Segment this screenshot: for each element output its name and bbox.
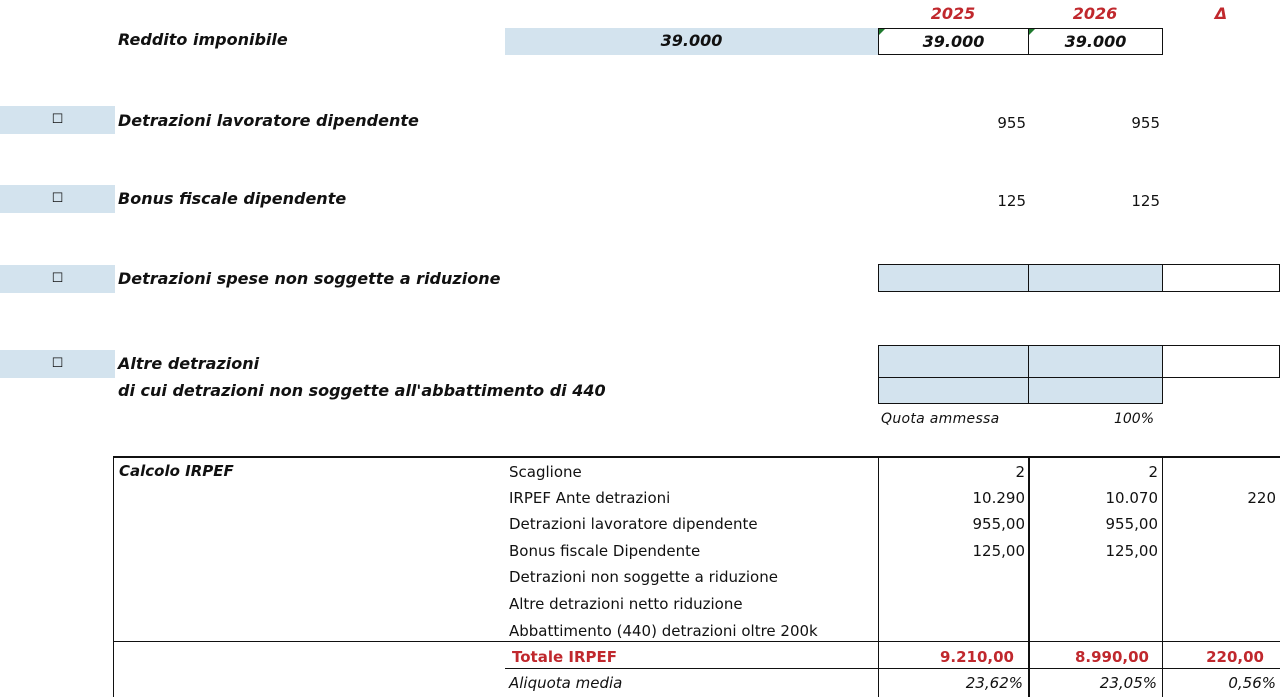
lav-dip-2026: 955 [1131, 114, 1160, 132]
reddito-label: Reddito imponibile [118, 30, 288, 49]
comment-marker-icon [1029, 29, 1035, 35]
line-2026: 10.070 [1105, 489, 1158, 507]
altre-sub-2025-input[interactable] [878, 377, 1029, 404]
spese-delta-cell [1162, 264, 1280, 292]
reddito-2025-value: 39.000 [922, 32, 985, 51]
spese-2026-input[interactable] [1028, 264, 1163, 292]
line-label: Altre detrazioni netto riduzione [509, 595, 743, 613]
spese-2025-input[interactable] [878, 264, 1029, 292]
line-delta: 220 [1247, 489, 1276, 507]
line-label: Detrazioni non soggette a riduzione [509, 568, 778, 586]
altre-2026-input[interactable] [1028, 345, 1163, 378]
line-2025: 955,00 [972, 515, 1025, 533]
line-2026: 955,00 [1105, 515, 1158, 533]
lav-dip-2025: 955 [997, 114, 1026, 132]
line-label: Scaglione [509, 463, 582, 481]
comment-marker-icon [879, 29, 885, 35]
quota-label: Quota ammessa [881, 411, 1000, 427]
spese-checkbox[interactable]: ☐ [0, 265, 115, 293]
calcolo-title: Calcolo IRPEF [119, 462, 234, 480]
line-2025: 2 [1015, 463, 1025, 481]
altre-checkbox[interactable]: ☐ [0, 350, 115, 378]
altre-2025-input[interactable] [878, 345, 1029, 378]
reddito-2026-value: 39.000 [1064, 32, 1127, 51]
totale-delta: 220,00 [1206, 648, 1264, 666]
bonus-2026: 125 [1131, 192, 1160, 210]
totale-label: Totale IRPEF [512, 648, 617, 666]
aliquota-label: Aliquota media [509, 674, 623, 692]
aliquota-divider [505, 668, 1280, 669]
reddito-2026-cell[interactable] [1028, 28, 1163, 55]
totale-2026: 8.990,00 [1074, 648, 1149, 666]
delta-header: Δ [1214, 4, 1228, 23]
line-label: Abbattimento (440) detrazioni oltre 200k [509, 622, 818, 640]
line-2026: 125,00 [1105, 542, 1158, 560]
quota-value[interactable]: 100% [1113, 411, 1154, 427]
col-divider [1162, 456, 1163, 697]
aliquota-2025: 23,62% [965, 674, 1023, 692]
year-2026-header: 2026 [1072, 4, 1118, 23]
altre-delta-cell [1162, 345, 1280, 378]
bonus-label: Bonus fiscale dipendente [118, 189, 347, 208]
col-divider [1028, 456, 1030, 697]
bonus-2025: 125 [997, 192, 1026, 210]
reddito-input[interactable]: 39.000 [505, 28, 878, 55]
year-2025-header: 2025 [930, 4, 976, 23]
altre-sub-2026-input[interactable] [1028, 377, 1163, 404]
line-label: IRPEF Ante detrazioni [509, 489, 671, 507]
altre-label: Altre detrazioni [118, 354, 260, 373]
line-2025: 125,00 [972, 542, 1025, 560]
spese-label: Detrazioni spese non soggette a riduzione [118, 269, 501, 288]
lav-dip-label: Detrazioni lavoratore dipendente [118, 111, 419, 130]
line-2026: 2 [1148, 463, 1158, 481]
totale-divider [113, 641, 1280, 642]
aliquota-2026: 23,05% [1099, 674, 1157, 692]
line-label: Detrazioni lavoratore dipendente [509, 515, 758, 533]
aliquota-delta: 0,56% [1228, 674, 1276, 692]
line-label: Bonus fiscale Dipendente [509, 542, 701, 560]
totale-2025: 9.210,00 [939, 648, 1014, 666]
lav-dip-checkbox[interactable]: ☐ [0, 106, 115, 134]
line-2025: 10.290 [972, 489, 1025, 507]
altre-sublabel: di cui detrazioni non soggette all'abbattimento di 440 [118, 381, 606, 400]
reddito-2025-cell[interactable] [878, 28, 1029, 55]
col-divider [878, 456, 879, 697]
bonus-checkbox[interactable]: ☐ [0, 185, 115, 213]
